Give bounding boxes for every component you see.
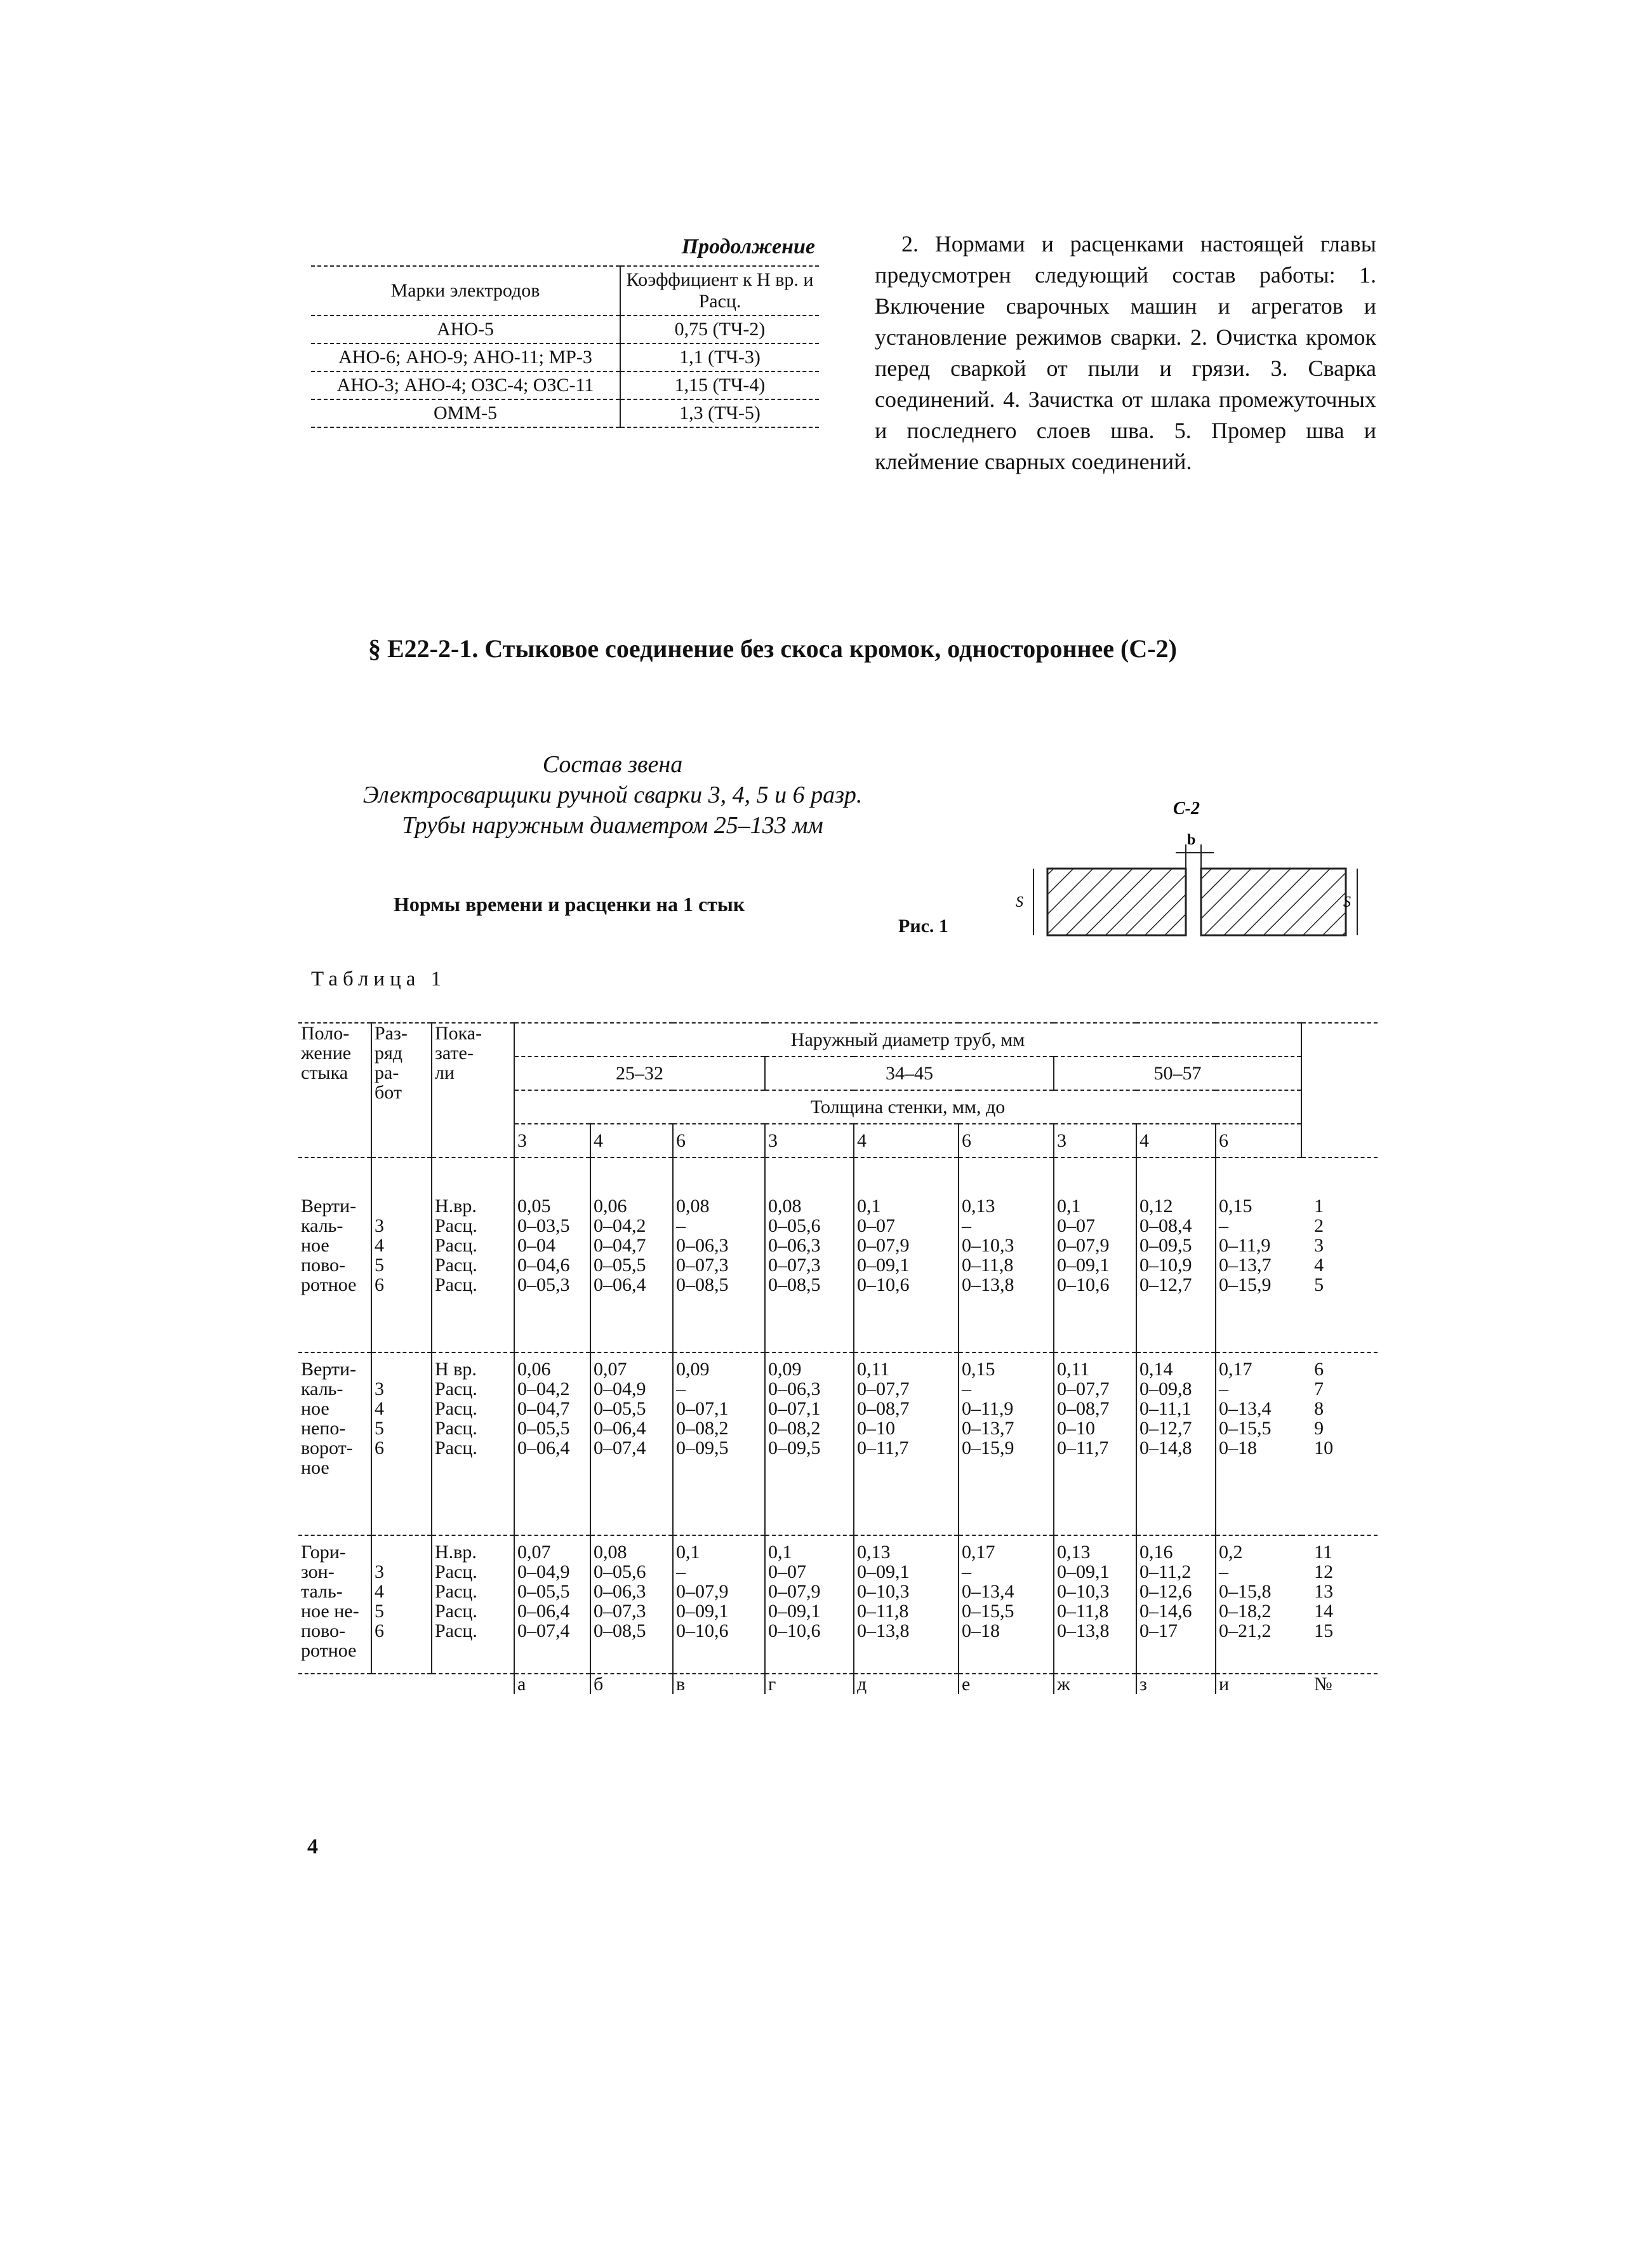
value-cell: 0,09 0–06,3 0–07,1 0–08,2 0–09,5 <box>765 1352 854 1535</box>
header-position: Поло- жение стыка <box>298 1023 371 1157</box>
col-letter: д <box>854 1674 959 1694</box>
crew-pipes: Трубы наружным диаметром 25–133 мм <box>402 812 823 839</box>
value-cell: 0,07 0–04,9 0–05,5 0–06,4 0–07,4 <box>514 1535 590 1674</box>
grade-cell: 3 4 5 6 <box>371 1157 432 1352</box>
position-cell: Верти- каль- ное непо- ворот- ное <box>298 1352 371 1535</box>
electrode-brand: АНО-6; АНО-9; АНО-11; МР-3 <box>311 344 620 371</box>
electrode-brand: АНО-3; АНО-4; ОЗС-4; ОЗС-11 <box>311 371 620 399</box>
s-label-right: S <box>1343 894 1351 911</box>
wall-z: 4 <box>1136 1124 1216 1157</box>
value-cell: 0,12 0–08,4 0–09,5 0–10,9 0–12,7 <box>1136 1157 1216 1352</box>
norms-table <box>298 1022 1378 1694</box>
value-cell: 0,05 0–03,5 0–04 0–04,6 0–05,3 <box>514 1157 590 1352</box>
col-letter: г <box>765 1674 854 1694</box>
header-indicator: Пока- зате- ли <box>432 1023 514 1157</box>
value-cell: 0,07 0–04,9 0–05,5 0–06,4 0–07,4 <box>590 1352 673 1535</box>
value-cell: 0,15 – 0–11,9 0–13,7 0–15,9 <box>1216 1157 1301 1352</box>
electrode-header-coef: Коэффициент к Н вр. и Расц. <box>620 266 819 316</box>
value-cell: 0,1 0–07 0–07,9 0–09,1 0–10,6 <box>765 1535 854 1674</box>
grade-cell: 3 4 5 6 <box>371 1352 432 1535</box>
header-diameter: Наружный диаметр труб, мм <box>514 1023 1301 1057</box>
page-number: 4 <box>307 1835 318 1858</box>
value-cell: 0,11 0–07,7 0–08,7 0–10 0–11,7 <box>1054 1352 1136 1535</box>
value-cell: 0,17 – 0–13,4 0–15,5 0–18 <box>1216 1352 1301 1535</box>
table-row <box>311 344 819 371</box>
value-cell: 0,1 0–07 0–07,9 0–09,1 0–10,6 <box>1054 1157 1136 1352</box>
position-cell: Гори- зон- таль- ное не- пово- ротное <box>298 1535 371 1674</box>
value-cell: 0,1 0–07 0–07,9 0–09,1 0–10,6 <box>854 1157 959 1352</box>
header-wall: Толщина стенки, мм, до <box>514 1090 1301 1124</box>
diameter-34-45: 34–45 <box>765 1057 1054 1090</box>
norms-title: Нормы времени и расценки на 1 стык <box>394 893 745 916</box>
electrode-brand: ОММ-5 <box>311 399 620 427</box>
row-number-cell: 6 7 8 9 10 <box>1301 1352 1378 1535</box>
value-cell: 0,14 0–09,8 0–11,1 0–12,7 0–14,8 <box>1136 1352 1216 1535</box>
figure-caption: Рис. 1 <box>898 916 948 937</box>
figure-label: С-2 <box>1173 799 1200 818</box>
col-letter: № <box>1314 1674 1332 1695</box>
grade-cell: 3 4 5 6 <box>371 1535 432 1674</box>
col-letter: и <box>1216 1674 1301 1694</box>
value-cell: 0,17 – 0–13,4 0–15,5 0–18 <box>959 1535 1054 1674</box>
value-cell: 0,13 0–09,1 0–10,3 0–11,8 0–13,8 <box>854 1535 959 1674</box>
table-row <box>311 399 819 427</box>
col-letter: б <box>590 1674 673 1694</box>
work-composition-paragraph: 2. Нормами и расценками настоящей главы предусмотрен следующий состав работы: 1. Включение сварочных машин и агрегатов и установление режимов сварки. 2. Очистка кромок перед сваркой от пыли и грязи. 3. Сварка соединений. 4. Зачистка от шлака промежуточных и последнего слоев шва. 5. Промер шва и клеймение сварных соединений. <box>875 231 1376 474</box>
header-number <box>1301 1023 1378 1157</box>
wall-g: 3 <box>765 1124 854 1157</box>
value-cell: 0,08 – 0–06,3 0–07,3 0–08,5 <box>673 1157 765 1352</box>
table-label: Таблица 1 <box>311 968 447 991</box>
continuation-label: Продолжение <box>681 235 815 258</box>
table-row <box>311 316 819 344</box>
wall-e: 6 <box>959 1124 1054 1157</box>
electrode-coef: 1,1 (ТЧ-3) <box>620 344 819 371</box>
value-cell: 0,16 0–11,2 0–12,6 0–14,6 0–17 <box>1136 1535 1216 1674</box>
indicator-cell: Н.вр. Расц. Расц. Расц. Расц. <box>432 1535 514 1674</box>
value-cell: 0,06 0–04,2 0–04,7 0–05,5 0–06,4 <box>590 1157 673 1352</box>
row-number-cell: 1 2 3 4 5 <box>1301 1157 1378 1352</box>
table-row <box>298 1535 1378 1674</box>
col-letter: е <box>959 1674 1054 1694</box>
wall-zh: 3 <box>1054 1124 1136 1157</box>
position-cell: Верти- каль- ное пово- ротное <box>298 1157 371 1352</box>
col-letter: ж <box>1054 1674 1136 1694</box>
value-cell: 0,13 – 0–10,3 0–11,8 0–13,8 <box>959 1157 1054 1352</box>
crew-block <box>279 749 946 841</box>
table-row <box>311 371 819 399</box>
electrode-brand: АНО-5 <box>311 316 620 344</box>
crew-title: Состав звена <box>542 751 683 778</box>
indicator-cell: Н вр. Расц. Расц. Расц. Расц. <box>432 1352 514 1535</box>
value-cell: 0,06 0–04,2 0–04,7 0–05,5 0–06,4 <box>514 1352 590 1535</box>
row-number-cell: 11 12 13 14 15 <box>1301 1535 1378 1674</box>
wall-a: 3 <box>514 1124 590 1157</box>
wall-d: 4 <box>854 1124 959 1157</box>
electrodes-table <box>311 235 819 428</box>
value-cell: 0,09 – 0–07,1 0–08,2 0–09,5 <box>673 1352 765 1535</box>
electrode-coef: 0,75 (ТЧ-2) <box>620 316 819 344</box>
wall-v: 6 <box>673 1124 765 1157</box>
header-grade: Раз- ряд ра- бот <box>371 1023 432 1157</box>
section-heading: § Е22-2-1. Стыковое соединение без скоса кромок, одностороннее (С-2) <box>368 634 1177 663</box>
wall-i: 6 <box>1216 1124 1301 1157</box>
electrode-coef: 1,3 (ТЧ-5) <box>620 399 819 427</box>
value-cell: 0,13 0–09,1 0–10,3 0–11,8 0–13,8 <box>1054 1535 1136 1674</box>
value-cell: 0,08 0–05,6 0–06,3 0–07,3 0–08,5 <box>765 1157 854 1352</box>
col-letter: в <box>673 1674 765 1694</box>
value-cell: 0,2 – 0–15,8 0–18,2 0–21,2 <box>1216 1535 1301 1674</box>
value-cell: 0,08 0–05,6 0–06,3 0–07,3 0–08,5 <box>590 1535 673 1674</box>
value-cell: 0,11 0–07,7 0–08,7 0–10 0–11,7 <box>854 1352 959 1535</box>
electrode-coef: 1,15 (ТЧ-4) <box>620 371 819 399</box>
table-row <box>298 1352 1378 1535</box>
table-row <box>298 1157 1378 1352</box>
diameter-25-32: 25–32 <box>514 1057 765 1090</box>
weld-joint-figure <box>1009 794 1365 946</box>
col-letter: з <box>1136 1674 1216 1694</box>
crew-workers: Электросварщики ручной сварки 3, 4, 5 и 6 разр. <box>362 782 863 808</box>
wall-b: 4 <box>590 1124 673 1157</box>
value-cell: 0,1 – 0–07,9 0–09,1 0–10,6 <box>673 1535 765 1674</box>
s-label-left: S <box>1016 894 1023 911</box>
value-cell: 0,15 – 0–11,9 0–13,7 0–15,9 <box>959 1352 1054 1535</box>
col-letter: а <box>514 1674 590 1694</box>
electrode-header-brand: Марки электродов <box>311 266 620 316</box>
gap-label: b <box>1187 832 1196 848</box>
diameter-50-57: 50–57 <box>1054 1057 1301 1090</box>
indicator-cell: Н.вр. Расц. Расц. Расц. Расц. <box>432 1157 514 1352</box>
